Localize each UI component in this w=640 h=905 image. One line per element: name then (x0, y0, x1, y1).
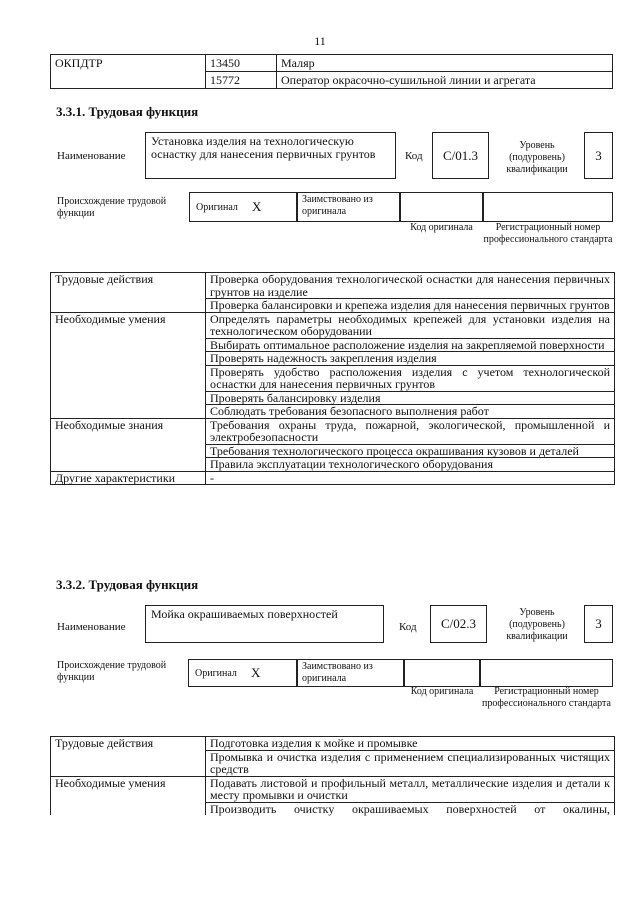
table-cell: Проверять удобство расположения изделия с учетом технологической оснастки для нанесения первичных грунтов (206, 365, 615, 391)
original-label: Оригинал (195, 668, 237, 679)
table-cell: Требования охраны труда, пожарной, экологической, промышленной и электробезопасности (206, 418, 615, 444)
table-cell: Производить очистку окрашиваемых поверхностей от окалины, (206, 802, 615, 815)
table-row (51, 471, 615, 485)
section-title: 3.3.1. Трудовая функция (56, 104, 199, 119)
level-label: Уровень (подуровень) квалификации (506, 140, 568, 175)
okpdtr-code: 13450 (206, 55, 277, 72)
section-label: Трудовые действия (51, 737, 206, 777)
section-label: Необходимые знания (51, 418, 206, 471)
okpdtr-name: Маляр (277, 55, 613, 72)
borrowed-cell: Заимствовано из оригинала (297, 192, 400, 222)
page-number: 11 (314, 34, 326, 48)
code-label: Код (405, 150, 423, 162)
code-original-label: Код оригинала (410, 222, 473, 233)
section-label: Необходимые умения (51, 776, 206, 815)
table-cell: Проверять надежность закрепления изделия (206, 352, 615, 366)
table-cell: Выбирать оптимальное расположение изделия на закрепляемой поверхности (206, 338, 615, 352)
table-cell: Промывка и очистка изделия с применением специализированных чистящих средств (206, 750, 615, 776)
origin-label: Происхождение трудовой функции (57, 660, 167, 683)
function-code-box: C/02.3 (430, 605, 487, 643)
table-cell: Требования технологического процесса окрашивания кузовов и деталей (206, 444, 615, 458)
table-row (51, 418, 615, 444)
table-cell: Определять параметры необходимых крепежей для установки изделия на технологическом оборудовании (206, 312, 615, 338)
borrowed-cell: Заимствовано из оригинала (297, 659, 404, 687)
table-row (51, 776, 615, 802)
level-label: Уровень (подуровень) квалификации (506, 607, 568, 642)
section-label: Необходимые умения (51, 312, 206, 418)
okpdtr-table (50, 54, 613, 89)
reg-number-cell (483, 192, 613, 222)
table-row (51, 273, 615, 299)
table-cell: Проверка оборудования технологической оснастки для нанесения первичных грунтов на изделие (206, 273, 615, 299)
function-name-box: Мойка окрашиваемых поверхностей (145, 605, 384, 643)
table-cell: Подготовка изделия к мойке и промывке (206, 737, 615, 751)
reg-number-cell (480, 659, 613, 687)
function-details-table (50, 272, 615, 485)
original-cell (188, 659, 297, 687)
table-cell: Подавать листовой и профильный металл, металлические изделия и детали к месту промывки и очистки (206, 776, 615, 802)
function-code-box: C/01.3 (432, 132, 489, 179)
table-row (51, 737, 615, 751)
section-label: Трудовые действия (51, 273, 206, 313)
table-cell: Правила эксплуатации технологического оборудования (206, 458, 615, 472)
okpdtr-code: 15772 (206, 72, 277, 89)
table-cell: - (206, 471, 615, 485)
table-cell: Проверка балансировки и крепежа изделия для нанесения первичных грунтов (206, 299, 615, 313)
code-original-cell (404, 659, 480, 687)
okpdtr-name: Оператор окрасочно-сушильной линии и агрегата (277, 72, 613, 89)
section-label: Другие характеристики (51, 471, 206, 485)
reg-number-label: Регистрационный номер профессионального стандарта (483, 222, 613, 245)
table-row (51, 312, 615, 338)
code-original-cell (400, 192, 483, 222)
name-label: Наименование (57, 150, 126, 162)
table-cell: Соблюдать требования безопасного выполнения работ (206, 405, 615, 419)
table-cell: Проверять балансировку изделия (206, 391, 615, 405)
original-cell (189, 192, 297, 222)
function-details-table (50, 736, 615, 815)
okpdtr-label: ОКПДТР (51, 55, 206, 89)
original-mark: X (251, 665, 261, 680)
code-original-label: Код оригинала (410, 686, 474, 697)
section-title: 3.3.2. Трудовая функция (56, 577, 199, 592)
name-label: Наименование (57, 621, 126, 633)
original-label: Оригинал (196, 202, 238, 213)
level-box: 3 (584, 132, 613, 179)
original-mark: X (252, 199, 262, 214)
reg-number-label: Регистрационный номер профессионального стандарта (482, 686, 611, 709)
origin-label: Происхождение трудовой функции (57, 196, 167, 219)
code-label: Код (399, 621, 417, 633)
table-row (51, 55, 613, 72)
level-box: 3 (584, 605, 613, 643)
function-name-box: Установка изделия на технологическую оснастку для нанесения первичных грунтов (145, 132, 396, 179)
